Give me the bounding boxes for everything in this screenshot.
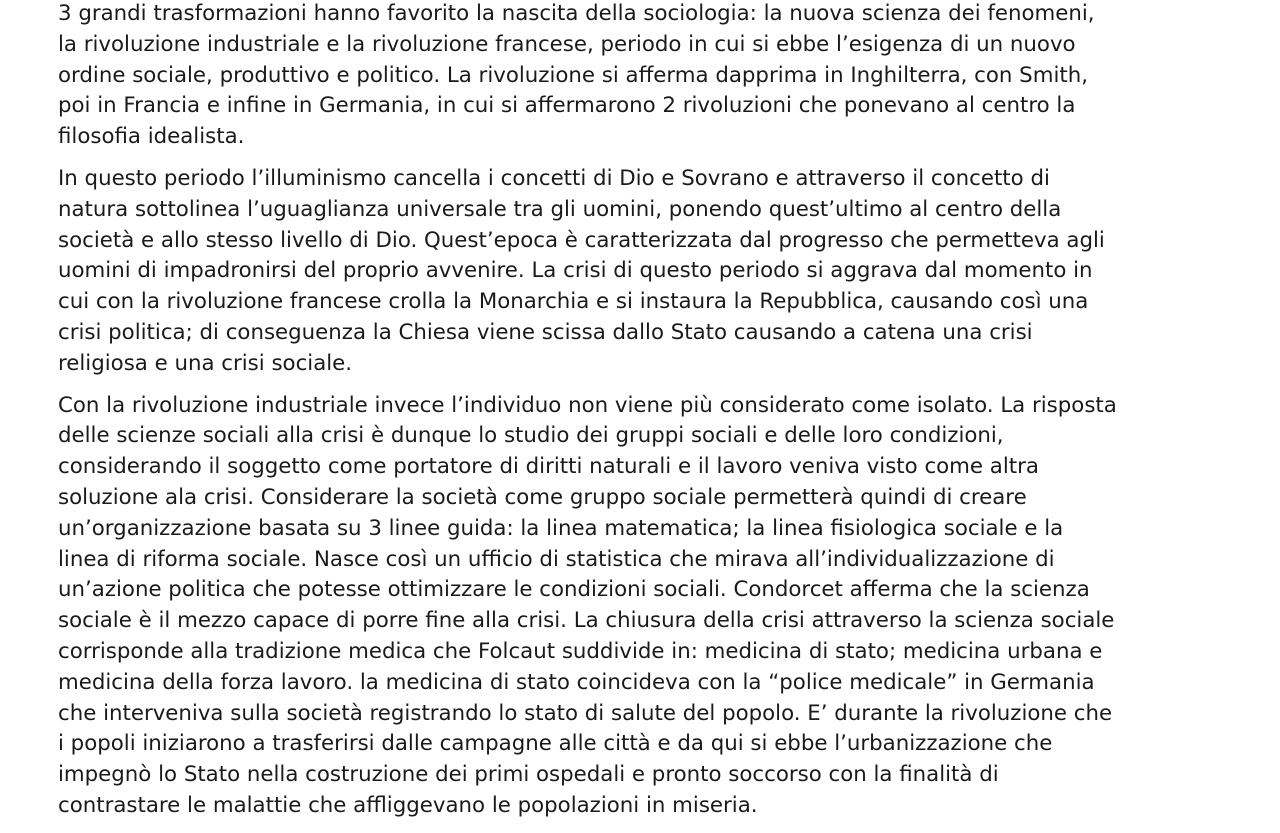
text-line: che interveniva sulla società registrando lo stato di salute del popolo. E’ durante la rivoluzione che bbox=[58, 700, 1113, 726]
text-line: sociale è il mezzo capace di porre fine alla crisi. La chiusura della crisi attraverso la scienza sociale bbox=[58, 608, 1115, 634]
text-line: un’azione politica che potesse ottimizzare le condizioni sociali. Condorcet afferma che la scienza bbox=[58, 577, 1090, 603]
text-line: considerando il soggetto come portatore di diritti naturali e il lavoro veniva visto come altra bbox=[58, 454, 1039, 480]
text-line: la rivoluzione industriale e la rivoluzione francese, periodo in cui si ebbe l’esigenza di un nuovo bbox=[58, 31, 1076, 57]
paragraph bbox=[58, 0, 1258, 153]
text-line: corrisponde alla tradizione medica che Folcaut suddivide in: medicina di stato; medicina urbana e bbox=[58, 638, 1103, 664]
text-line: filosofia idealista. bbox=[58, 124, 245, 150]
paragraph bbox=[58, 391, 1258, 822]
text-line: i popoli iniziarono a trasferirsi dalle campagne alle città e da qui si ebbe l’urbanizzazione che bbox=[58, 731, 1053, 757]
text-line: In questo periodo l’illuminismo cancella i concetti di Dio e Sovrano e attraverso il concetto di bbox=[58, 165, 1050, 191]
text-line: soluzione ala crisi. Considerare la società come gruppo sociale permetterà quindi di creare bbox=[58, 484, 1027, 510]
text-line: cui con la rivoluzione francese crolla la Monarchia e si instaura la Repubblica, causando così una bbox=[58, 289, 1089, 315]
text-line: delle scienze sociali alla crisi è dunque lo studio dei gruppi sociali e delle loro condizioni, bbox=[58, 423, 1004, 449]
text-line: un’organizzazione basata su 3 linee guida: la linea matematica; la linea fisiologica sociale e la bbox=[58, 515, 1064, 541]
paragraph bbox=[58, 164, 1258, 380]
text-line: Con la rivoluzione industriale invece l’individuo non viene più considerato come isolato. La risposta bbox=[58, 392, 1117, 418]
text-line: ordine sociale, produttivo e politico. La rivoluzione si afferma dapprima in Inghilterra, con Smith, bbox=[58, 62, 1088, 88]
text-line: contrastare le malattie che affliggevano le popolazioni in miseria. bbox=[58, 792, 758, 818]
text-line: poi in Francia e infine in Germania, in cui si affermarono 2 rivoluzioni che ponevano al centro la bbox=[58, 93, 1076, 119]
text-line: medicina della forza lavoro. la medicina di stato coincideva con la “police medicale” in Germania bbox=[58, 669, 1095, 695]
text-line: impegnò lo Stato nella costruzione dei primi ospedali e pronto soccorso con la finalità di bbox=[58, 762, 999, 788]
text-line: uomini di impadronirsi del proprio avvenire. La crisi di questo periodo si aggrava dal momento in bbox=[58, 258, 1093, 284]
document-body bbox=[58, 0, 1258, 833]
text-line: società e allo stesso livello di Dio. Quest’epoca è caratterizzata dal progresso che permetteva agli bbox=[58, 227, 1105, 253]
text-line: crisi politica; di conseguenza la Chiesa viene scissa dallo Stato causando a catena una crisi bbox=[58, 319, 1033, 345]
text-line: linea di riforma sociale. Nasce così un ufficio di statistica che mirava all’individualizzazione di bbox=[58, 546, 1055, 572]
text-line: natura sottolinea l’uguaglianza universale tra gli uomini, ponendo quest’ultimo al centro della bbox=[58, 196, 1062, 222]
text-line: 3 grandi trasformazioni hanno favorito la nascita della sociologia: la nuova scienza dei fenomeni, bbox=[58, 1, 1095, 26]
text-line: religiosa e una crisi sociale. bbox=[58, 350, 353, 376]
